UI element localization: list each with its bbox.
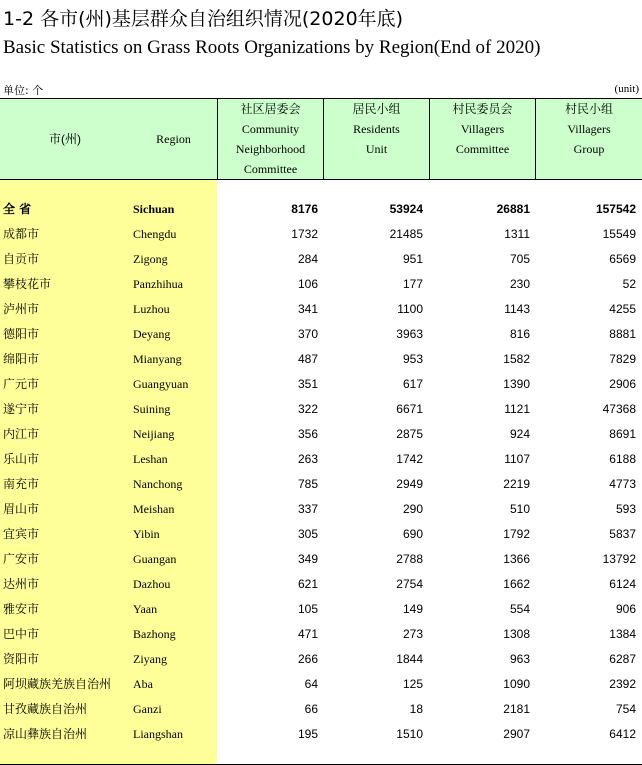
villagers-committee-count: 1308 [503,627,530,641]
table-row [0,722,642,747]
region-name-cn: 达州市 [3,577,40,591]
residents-unit-count: 2754 [396,577,423,591]
region-name-cn: 宜宾市 [3,527,40,541]
region-name-cn: 南充市 [3,477,40,491]
villagers-group-count: 5837 [609,527,636,541]
villagers-committee-count: 1662 [503,577,530,591]
table-row [0,372,642,397]
table-row [0,272,642,297]
community-committee-count: 1732 [291,227,318,241]
header-col2-en-1: Residents [353,122,400,136]
villagers-committee-count: 2181 [503,702,530,716]
region-name-en: Suining [133,402,171,416]
header-villagers-committee [430,99,535,179]
header-city-cn [0,99,130,179]
villagers-committee-count: 1366 [503,552,530,566]
community-committee-count: 66 [304,702,318,716]
community-committee-count: 337 [297,502,318,516]
villagers-group-count: 6188 [609,452,636,466]
region-name-cn: 广元市 [3,377,40,391]
residents-unit-count: 1100 [397,302,423,316]
villagers-group-count: 47368 [602,402,636,416]
region-name-cn: 广安市 [3,552,40,566]
residents-unit-count: 290 [402,502,423,516]
residents-unit-count: 21485 [389,227,423,241]
unit-label-en: (unit) [614,83,639,95]
community-committee-count: 8176 [291,202,318,216]
region-name-en: Liangshan [133,727,183,741]
table-row [0,597,642,622]
region-name-cn: 遂宁市 [3,402,40,416]
community-committee-count: 263 [297,452,318,466]
table-row [0,447,642,472]
villagers-group-count: 4773 [609,477,636,491]
villagers-group-count: 52 [622,277,636,291]
villagers-group-count: 15549 [602,227,636,241]
villagers-committee-count: 2219 [503,477,530,491]
region-name-cn: 甘孜藏族自治州 [3,702,88,716]
header-col1-cn: 社区居委会 [240,102,301,116]
region-name-en: Ganzi [133,702,162,716]
region-name-en: Zigong [133,252,168,266]
villagers-group-count: 4255 [609,302,636,316]
region-name-en: Dazhou [133,577,171,591]
header-region-en [130,99,217,179]
region-name-en: Chengdu [133,227,177,241]
region-name-cn: 阿坝藏族羌族自治州 [3,677,112,691]
villagers-group-count: 1384 [609,627,636,641]
villagers-committee-count: 816 [509,327,530,341]
community-committee-count: 356 [297,427,318,441]
region-name-cn: 成都市 [3,227,40,241]
villagers-group-count: 6412 [609,727,636,741]
residents-unit-count: 125 [402,677,423,691]
community-committee-count: 266 [297,652,318,666]
residents-unit-count: 2875 [396,427,423,441]
residents-unit-count: 149 [402,602,423,616]
community-committee-count: 64 [304,677,318,691]
header-city-cn-label: 市(州) [49,132,81,146]
table-row [0,572,642,597]
region-name-en: Guangyuan [133,377,189,391]
community-committee-count: 305 [297,527,318,541]
table-row [0,247,642,272]
header-bottom-rule [0,179,642,180]
region-name-cn: 泸州市 [3,302,40,316]
table-row [0,522,642,547]
table-row [0,622,642,647]
region-name-cn: 全 省 [3,202,32,216]
total-row [0,197,642,222]
villagers-committee-count: 510 [509,502,530,516]
community-committee-count: 370 [297,327,318,341]
region-name-en: Luzhou [133,302,170,316]
community-committee-count: 471 [297,627,318,641]
residents-unit-count: 953 [402,352,423,366]
residents-unit-count: 2788 [396,552,423,566]
table-row [0,322,642,347]
residents-unit-count: 6671 [396,402,423,416]
region-name-cn: 资阳市 [3,652,40,666]
villagers-committee-count: 1390 [503,377,530,391]
residents-unit-count: 951 [402,252,423,266]
header-col4-en-1: Villagers [567,122,611,136]
villagers-committee-count: 230 [509,277,530,291]
table-row [0,297,642,322]
villagers-group-count: 593 [615,502,636,516]
residents-unit-count: 273 [402,627,423,641]
table-row [0,697,642,722]
header-col4-en-2: Group [573,142,605,156]
header-col2-cn: 居民小组 [352,102,401,116]
villagers-committee-count: 1121 [504,402,530,416]
community-committee-count: 785 [297,477,318,491]
villagers-group-count: 157542 [595,202,636,216]
residents-unit-count: 3963 [396,327,423,341]
region-name-cn: 德阳市 [3,327,40,341]
header-residents-unit [324,99,429,179]
villagers-committee-count: 554 [509,602,530,616]
page-title-cn: 1-2 各市(州)基层群众自治组织情况(2020年底) [3,8,404,30]
community-committee-count: 106 [297,277,318,291]
residents-unit-count: 1742 [396,452,423,466]
community-committee-count: 195 [297,727,318,741]
region-name-cn: 眉山市 [3,502,40,516]
villagers-committee-count: 705 [509,252,530,266]
region-name-en: Guangan [133,552,177,566]
header-community-committee [218,99,323,179]
header-col1-en-1: Community [241,122,300,136]
header-col2-en-2: Unit [365,142,388,156]
villagers-committee-count: 924 [509,427,530,441]
table-row [0,422,642,447]
table-row [0,547,642,572]
region-name-en: Panzhihua [133,277,183,291]
villagers-group-count: 6124 [609,577,636,591]
residents-unit-count: 177 [402,277,423,291]
region-name-en: Deyang [133,327,171,341]
villagers-committee-count: 26881 [496,202,530,216]
region-name-cn: 攀枝花市 [3,277,52,291]
table-row [0,347,642,372]
region-name-en: Mianyang [133,352,182,366]
villagers-group-count: 7829 [609,352,636,366]
table-row [0,497,642,522]
header-col3-en-2: Committee [455,142,510,156]
villagers-group-count: 906 [615,602,636,616]
residents-unit-count: 1510 [396,727,423,741]
villagers-group-count: 13792 [602,552,636,566]
region-name-en: Leshan [133,452,168,466]
unit-label-cn: 单位: 个 [3,84,44,97]
table-row [0,647,642,672]
community-committee-count: 487 [297,352,318,366]
region-name-en: Sichuan [133,202,175,216]
region-name-en: Ziyang [133,652,167,666]
table-row [0,472,642,497]
residents-unit-count: 617 [402,377,423,391]
region-name-cn: 自贡市 [3,252,40,266]
villagers-committee-count: 1582 [503,352,530,366]
region-name-en: Meishan [133,502,175,516]
villagers-committee-count: 963 [509,652,530,666]
villagers-group-count: 2392 [609,677,636,691]
villagers-committee-count: 1090 [503,677,530,691]
header-region-en-label: Region [156,132,191,146]
villagers-group-count: 8881 [609,327,636,341]
villagers-group-count: 8691 [609,427,636,441]
residents-unit-count: 53924 [389,202,423,216]
header-col3-cn: 村民委员会 [452,102,513,116]
residents-unit-count: 18 [409,702,423,716]
villagers-committee-count: 1143 [504,302,530,316]
header-col4-cn: 村民小组 [564,102,613,116]
table-row [0,672,642,697]
villagers-group-count: 6287 [609,652,636,666]
community-committee-count: 351 [297,377,318,391]
region-name-en: Aba [133,677,153,691]
community-committee-count: 621 [297,577,318,591]
header-col3-en-1: Villagers [460,122,505,136]
region-name-en: Yibin [133,527,160,541]
table-row [0,397,642,422]
villagers-committee-count: 2907 [503,727,530,741]
region-name-cn: 乐山市 [3,452,40,466]
region-name-cn: 雅安市 [3,602,40,616]
residents-unit-count: 1844 [396,652,423,666]
community-committee-count: 105 [297,602,318,616]
region-name-en: Nanchong [133,477,183,491]
community-committee-count: 322 [297,402,318,416]
villagers-group-count: 2906 [609,377,636,391]
header-col1-en-2: Neighborhood [235,142,306,156]
community-committee-count: 349 [297,552,318,566]
region-name-en: Yaan [133,602,158,616]
header-villagers-group [536,99,642,179]
villagers-committee-count: 1792 [503,527,530,541]
residents-unit-count: 2949 [396,477,423,491]
region-name-en: Bazhong [133,627,176,641]
region-name-cn: 巴中市 [3,627,40,641]
villagers-committee-count: 1311 [504,227,530,241]
residents-unit-count: 690 [402,527,423,541]
region-name-cn: 内江市 [3,427,40,441]
villagers-group-count: 754 [615,702,636,716]
region-name-cn: 凉山彝族自治州 [3,727,88,741]
region-name-en: Neijiang [133,427,175,441]
page-title-en: Basic Statistics on Grass Roots Organizations by Region(End of 2020) [3,37,541,58]
header-col1-en-3: Committee [243,162,298,176]
community-committee-count: 341 [297,302,318,316]
table-row [0,222,642,247]
villagers-group-count: 6569 [609,252,636,266]
region-name-cn: 绵阳市 [3,352,40,366]
community-committee-count: 284 [297,252,318,266]
villagers-committee-count: 1107 [504,452,530,466]
